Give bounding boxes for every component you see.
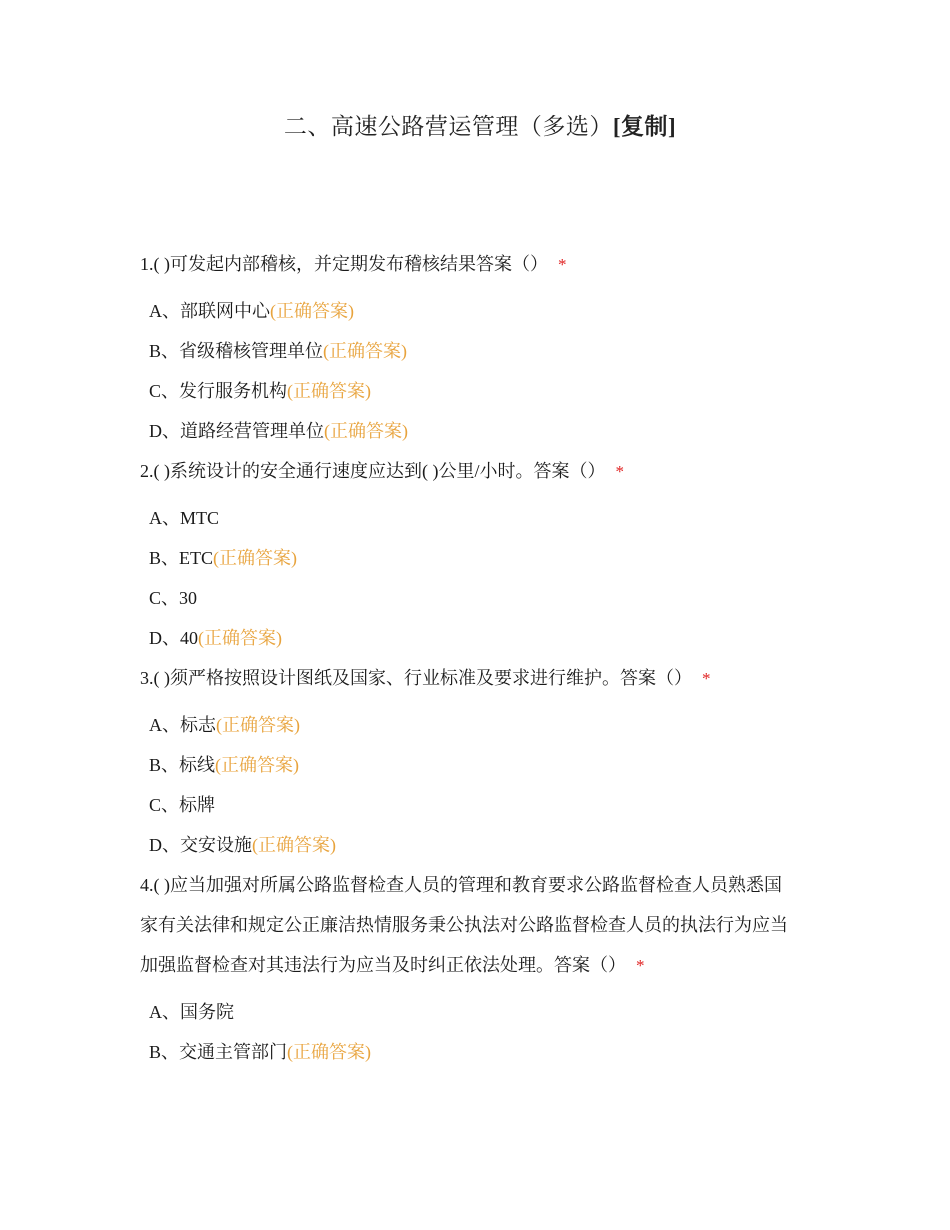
correct-answer-label: (正确答案) [324,421,408,441]
option-3c[interactable]: C、标牌 [149,795,216,815]
question-4 [140,865,820,1072]
question-4-text-line-1: 4.( )应当加强对所属公路监督检查人员的管理和教育要求公路监督检查人员熟悉国 [140,875,782,895]
correct-answer-label: (正确答案) [216,715,300,735]
question-2 [140,451,820,658]
question-4-text-line-2: 家有关法律和规定公正廉洁热情服务秉公执法对公路监督检查人员的执法行为应当 [140,915,788,935]
correct-answer-label: (正确答案) [287,1042,372,1062]
question-3-text: 3.( )须严格按照设计图纸及国家、行业标准及要求进行维护。答案（） * [140,668,711,688]
page-title-bracket: [复制] [612,114,677,139]
correct-answer-label: (正确答案) [252,835,336,855]
option-2d[interactable]: D、40(正确答案) [149,628,282,648]
question-4-options [140,992,820,1072]
option-3a[interactable]: A、标志(正确答案) [149,715,300,735]
correct-answer-label: (正确答案) [287,381,372,401]
question-2-options [140,498,820,658]
required-mark: * [615,462,624,481]
required-mark: * [558,255,567,274]
correct-answer-label: (正确答案) [215,755,300,775]
option-4a[interactable]: A、国务院 [149,1002,234,1022]
option-2c[interactable]: C、30 [149,588,198,608]
question-1 [140,244,820,451]
option-2b[interactable]: B、ETC(正确答案) [149,548,298,568]
question-1-text: 1.( )可发起内部稽核，并定期发布稽核结果答案（） * [140,254,567,274]
option-1d[interactable]: D、道路经营管理单位(正确答案) [149,421,408,441]
option-2a[interactable]: A、MTC [149,508,220,528]
question-2-text: 2.( )系统设计的安全通行速度应达到( )公里/小时。答案（） * [140,461,624,481]
question-4-text-line-3: 加强监督检查对其违法行为应当及时纠正依法处理。答案（） * [140,955,645,975]
correct-answer-label: (正确答案) [270,301,354,321]
question-1-options [140,291,820,451]
question-3 [140,658,820,865]
option-4b[interactable]: B、交通主管部门(正确答案) [149,1042,372,1062]
question-list [140,244,820,1072]
required-mark: * [636,956,645,975]
option-1c[interactable]: C、发行服务机构(正确答案) [149,381,372,401]
option-3d[interactable]: D、交安设施(正确答案) [149,835,336,855]
correct-answer-label: (正确答案) [198,628,282,648]
required-mark: * [702,669,711,688]
option-1b[interactable]: B、省级稽核管理单位(正确答案) [149,341,408,361]
question-3-options [140,705,820,865]
option-3b[interactable]: B、标线(正确答案) [149,755,300,775]
page-title [0,110,950,144]
correct-answer-label: (正确答案) [213,548,298,568]
correct-answer-label: (正确答案) [323,341,408,361]
page-title-main: 二、高速公路营运管理（多选） [283,114,613,139]
option-1a[interactable]: A、部联网中心(正确答案) [149,301,354,321]
